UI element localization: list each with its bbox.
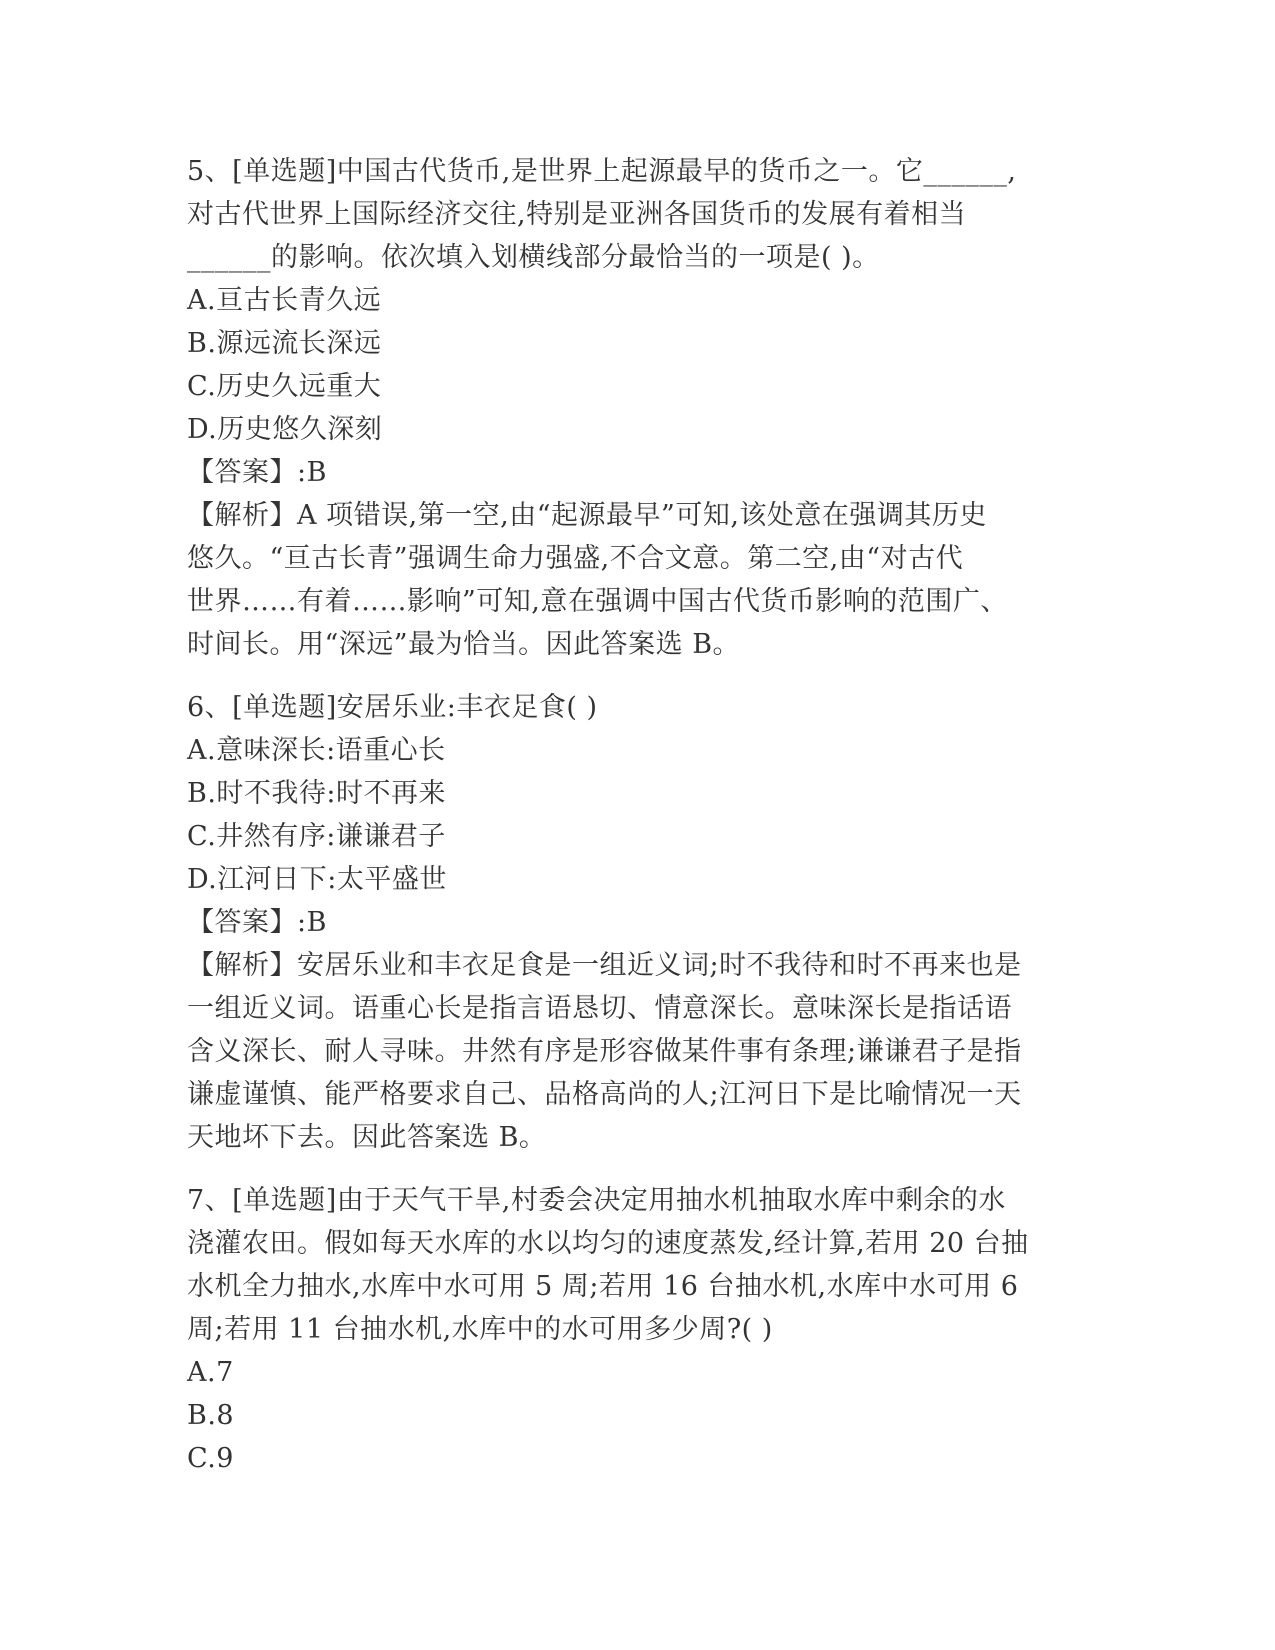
analysis-line: 【解析】安居乐业和丰衣足食是一组近义词;时不我待和时不再来也是: [187, 950, 1022, 981]
question-stem-line: 7、[单选题]由于天气干旱,村委会决定用抽水机抽取水库中剩余的水: [187, 1185, 1006, 1216]
question-stem-line: 水机全力抽水,水库中水可用 5 周;若用 16 台抽水机,水库中水可用 6: [187, 1271, 1019, 1302]
question-5: [187, 150, 1087, 666]
answer-line: 【答案】:B: [187, 907, 327, 938]
question-stem-line: 6、[单选题]安居乐业:丰衣足食( ): [187, 692, 598, 723]
option-a: A.意味深长:语重心长: [187, 735, 446, 766]
option-d: D.江河日下:太平盛世: [187, 864, 447, 895]
question-stem-line: ______的影响。依次填入划横线部分最恰当的一项是( )。: [187, 242, 880, 273]
question-stem-line: 5、[单选题]中国古代货币,是世界上起源最早的货币之一。它______,: [187, 156, 1017, 187]
answer-line: 【答案】:B: [187, 457, 327, 488]
option-d: D.历史悠久深刻: [187, 414, 383, 445]
analysis-line: 一组近义词。语重心长是指言语恳切、情意深长。意味深长是指话语: [187, 993, 1012, 1024]
option-a: A.亘古长青久远: [187, 285, 382, 316]
option-b: B.8: [187, 1400, 235, 1431]
spacer: [187, 1159, 1087, 1179]
analysis-line: 谦虚谨慎、能严格要求自己、品格高尚的人;江河日下是比喻情况一天: [187, 1079, 1022, 1110]
analysis-line: 悠久。“亘古长青”强调生命力强盛,不合文意。第二空,由“对古代: [187, 543, 964, 574]
option-b: B.源远流长深远: [187, 328, 382, 359]
analysis-line: 含义深长、耐人寻味。井然有序是形容做某件事有条理;谦谦君子是指: [187, 1036, 1022, 1067]
question-7: [187, 1179, 1087, 1480]
question-stem-line: 对古代世界上国际经济交往,特别是亚洲各国货币的发展有着相当: [187, 199, 967, 230]
analysis-line: 时间长。用“深远”最为恰当。因此答案选 B。: [187, 629, 741, 660]
option-c: C.历史久远重大: [187, 371, 382, 402]
analysis-line: 世界……有着……影响”可知,意在强调中国古代货币影响的范围广、: [187, 586, 1008, 617]
option-b: B.时不我待:时不再来: [187, 778, 447, 809]
analysis-line: 【解析】A 项错误,第一空,由“起源最早”可知,该处意在强调其历史: [187, 500, 987, 531]
document-page: [187, 150, 1087, 1480]
question-stem-line: 浇灌农田。假如每天水库的水以均匀的速度蒸发,经计算,若用 20 台抽: [187, 1228, 1029, 1259]
spacer: [187, 666, 1087, 686]
question-stem-line: 周;若用 11 台抽水机,水库中的水可用多少周?( ): [187, 1314, 773, 1345]
question-6: [187, 686, 1087, 1159]
analysis-line: 天地坏下去。因此答案选 B。: [187, 1122, 547, 1153]
option-a: A.7: [187, 1357, 234, 1388]
option-c: C.井然有序:谦谦君子: [187, 821, 446, 852]
option-c: C.9: [187, 1443, 234, 1474]
